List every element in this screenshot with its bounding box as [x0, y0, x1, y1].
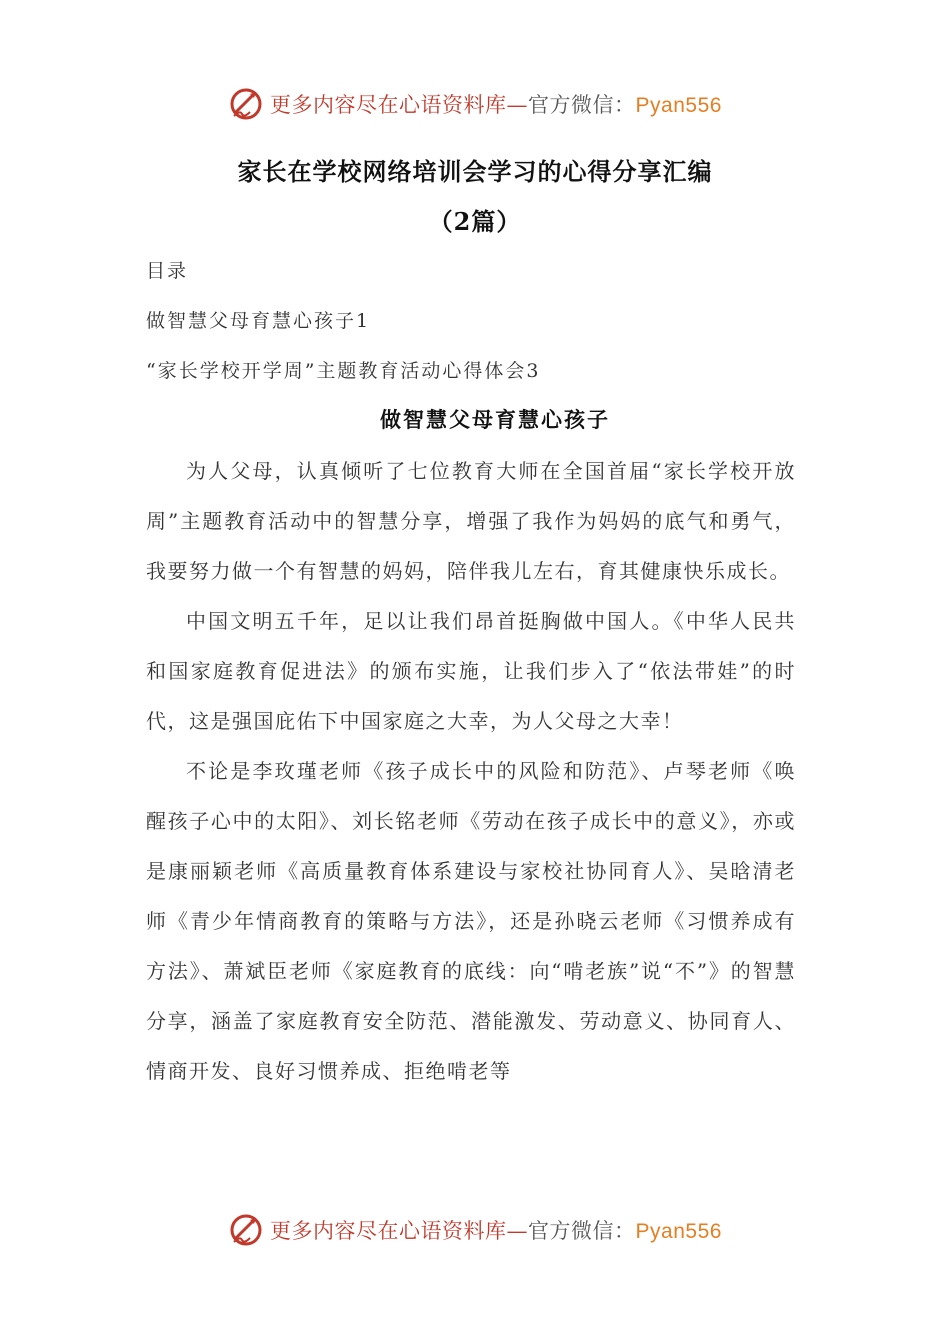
section-body	[146, 446, 796, 1096]
banner-main-text: 更多内容尽在心语资料库	[270, 93, 507, 117]
banner-official-label: 官方微信：	[528, 93, 636, 117]
banner-official-label: 官方微信：	[528, 1219, 636, 1243]
banner-wechat-id: Pyan556	[635, 94, 722, 117]
paragraph: 不论是李玫瑾老师《孩子成长中的风险和防范》、卢琴老师《唤醒孩子心中的太阳》、刘长铭老师《劳动在孩子成长中的意义》，亦或是康丽颖老师《高质量教育体系建设与家校社协同育人》、吴晗清老师《青少年情商教育的策略与方法》，还是孙晓云老师《习惯养成有方法》、萧斌臣老师《家庭教育的底线：向“啃老族”说“不”》的智慧分享，涵盖了家庭教育安全防范、潜能激发、劳动意义、协同育人、情商开发、良好习惯养成、拒绝啃老等	[146, 759, 796, 1083]
banner-dash: —	[506, 1219, 529, 1243]
banner-dash: —	[506, 93, 529, 117]
paragraph: 中国文明五千年，足以让我们昂首挺胸做中国人。《中华人民共和国家庭教育促进法》的颁布实施，让我们步入了“依法带娃”的时代，这是强国庇佑下中国家庭之大幸，为人父母之大幸！	[146, 609, 796, 733]
banner-text	[270, 1215, 722, 1245]
footer-banner	[0, 1208, 950, 1252]
banner-wechat-id: Pyan556	[635, 1220, 722, 1243]
document-title: 家长在学校网络培训会学习的心得分享汇编	[237, 157, 713, 186]
pen-swirl-logo-icon	[228, 1212, 264, 1248]
toc-heading: 目录	[146, 260, 189, 282]
document-title-count: （2篇）	[428, 207, 522, 236]
paragraph: 为人父母，认真倾听了七位教育大师在全国首届“家长学校开放周”主题教育活动中的智慧分享，增强了我作为妈妈的底气和勇气，我要努力做一个有智慧的妈妈，陪伴我儿左右，育其健康快乐成长。	[146, 459, 796, 583]
pen-swirl-logo-icon	[228, 86, 264, 122]
section-title: 做智慧父母育慧心孩子	[380, 407, 610, 432]
toc-item[interactable]: 做智慧父母育慧心孩子1	[146, 310, 371, 332]
toc-item[interactable]: “家长学校开学周”主题教育活动心得体会3	[146, 360, 541, 382]
banner-main-text: 更多内容尽在心语资料库	[270, 1219, 507, 1243]
banner-text	[270, 89, 722, 119]
header-banner	[0, 82, 950, 126]
